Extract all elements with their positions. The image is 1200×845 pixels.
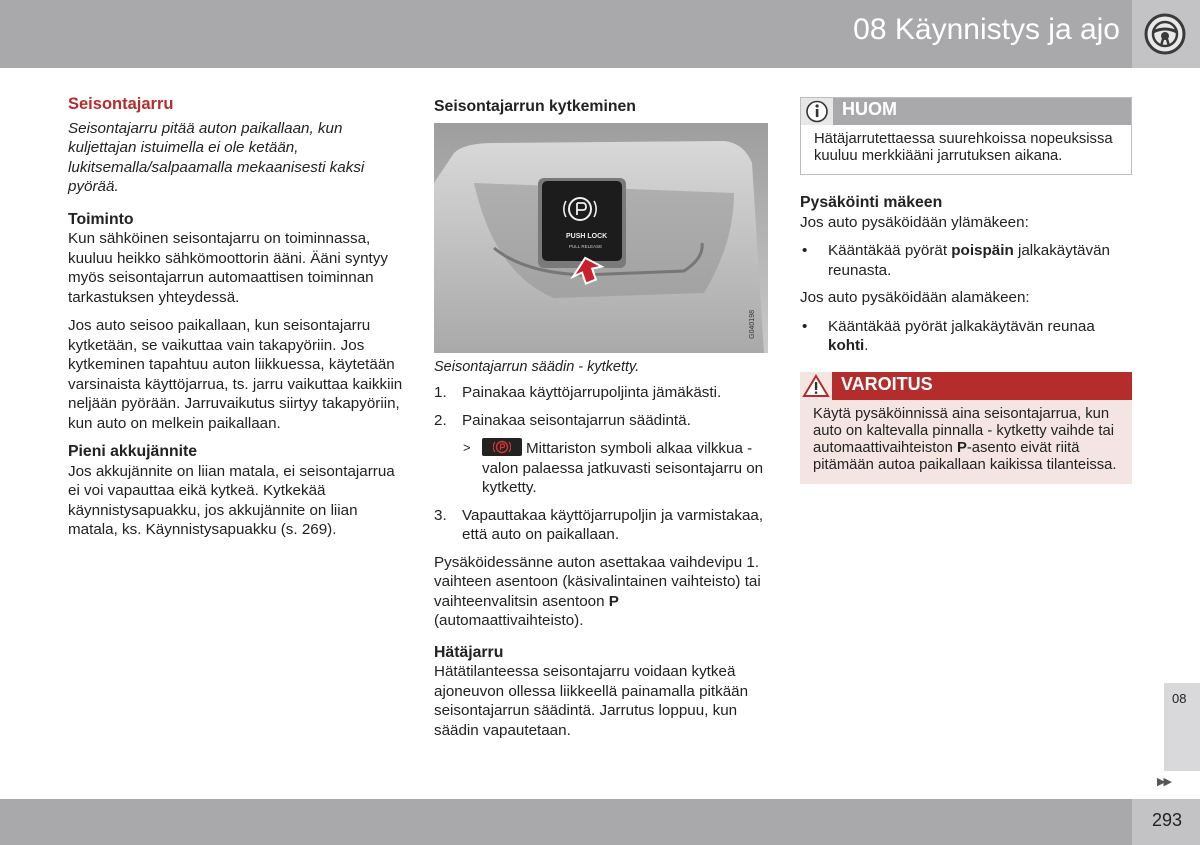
double-chevron-right-icon[interactable]: ▶▶ (1157, 776, 1170, 788)
bullet-list (800, 241, 1132, 280)
note-label: HUOM (842, 99, 897, 119)
subheading-pysakointi-makeen: Pysäköinti mäkeen (800, 194, 943, 211)
steering-wheel-icon (1142, 12, 1188, 56)
column-middle (434, 95, 769, 749)
paragraph: Jos auto pysäköidään ylämäkeen: (800, 213, 1029, 231)
paragraph: Pysäköidessänne auton asettakaa vaihdevipu 1. vaihteen asentoon (käsivalintainen vaihteisto) tai vaihteenvalitsin asentoon P (automaattivaihteisto). (434, 553, 761, 629)
paragraph: Jos akkujännite on liian matala, ei seisontajarrua ei voi vapauttaa eikä kytkeä. Kytkekää käynnistysapuakku, jos akkujännite on liian matala, ks. Käynnistysapuakku (s. 269). (68, 462, 395, 538)
push-lock-text: PUSH LOCK (566, 232, 608, 240)
subheading-kytkeminen: Seisontajarrun kytkeminen (434, 98, 636, 115)
column-right (800, 95, 1132, 484)
chapter-tab-label: 08 (1172, 691, 1187, 706)
header-icon-box (1132, 0, 1200, 68)
page-number-box (1132, 799, 1200, 845)
steps-list (434, 383, 769, 430)
bullet-list (800, 317, 1132, 356)
warning-triangle-icon (800, 372, 832, 400)
steps-list-cont (434, 506, 769, 545)
chapter-tab[interactable] (1164, 683, 1200, 771)
info-icon (801, 98, 833, 125)
paragraph: Kun sähköinen seisontajarru on toiminnassa, kuuluu heikko sähkömoottorin ääni. Ääni syntyy myös seisontajarrun automaattisen toiminnan tarkastuksen yhteydessä. (68, 230, 388, 306)
figure-code: G040198 (748, 309, 756, 339)
section-title: Seisontajarru (68, 95, 174, 113)
warning-label: VAROITUS (841, 373, 933, 394)
list-item: 2. Painakaa seisontajarrun säädintä. (434, 411, 691, 429)
list-item: • Kääntäkää pyörät jalkakäytävän reunaa kohti. (802, 317, 1095, 354)
note-box (800, 97, 1132, 175)
list-item: 3. Vapauttakaa käyttöjarrupoljin ja varmistakaa, että auto on paikallaan. (434, 506, 764, 543)
page-number: 293 (1151, 810, 1182, 830)
figure-caption: Seisontajarrun säädin - kytketty. (434, 358, 640, 375)
note-text: Hätäjarrutettaessa suurehkoissa nopeuksissa kuuluu merkkiääni jarrutuksen aikana. (814, 131, 1113, 164)
column-left (68, 95, 403, 549)
result-marker: > (463, 440, 471, 455)
paragraph: Hätätilanteessa seisontajarru voidaan kytkeä ajoneuvon ollessa liikkeellä painamalla pitkään seisontajarrun säädintä. Jarrutus loppuu, kun säädin vapautetaan. (434, 663, 749, 739)
parking-brake-figure (434, 123, 768, 353)
subheading-pieni-akkujannite: Pieni akkujännite (68, 443, 198, 460)
paragraph: Jos auto seisoo paikallaan, kun seisontajarru kytketään, se vaikuttaa vain takapyöriin. Jos kytkeminen tapahtuu auton liikkuessa, käytetään varsinaista käyttöjarrua, ts. jarru vaikuttaa kaikkiin neljään pyörään. Jarruvaikutus siirtyy takapyöriin, kun auto on melkein paikallaan. (68, 317, 403, 432)
subheading-hatajarru: Hätäjarru (434, 643, 504, 661)
pull-release-text: PULL RELEASE (569, 243, 603, 249)
section-intro: Seisontajarru pitää auton paikallaan, kun kuljettajan istuimella ei ole ketään, lukitsemalla/salpaamalla mekaanisesti kaksi pyörää. (68, 119, 365, 195)
footer-bar (0, 799, 1132, 845)
parking-brake-symbol-icon (482, 438, 522, 456)
note-header (801, 98, 1131, 125)
list-item: • Kääntäkää pyörät poispäin jalkakäytävän reunasta. (802, 242, 1110, 279)
step-result: > Mittariston symboli alkaa vilkkua - valon palaessa jatkuvasti seisontajarru on kytketty. (463, 440, 764, 496)
warning-box (800, 372, 1132, 484)
warning-header (800, 372, 1132, 400)
parking-brake-illustration (434, 123, 768, 353)
subheading-toiminto: Toiminto (68, 210, 134, 228)
warning-text: Käytä pysäköinnissä aina seisontajarrua, kun auto on kaltevalla pinnalla - kytketty vaihde tai automaattivaihteiston P-asento eivät riitä pitämään autoa paikallaan kaikissa tilanteissa. (813, 405, 1117, 473)
paragraph: Jos auto pysäköidään alamäkeen: (800, 289, 1030, 306)
list-item: 1. Painakaa käyttöjarrupoljinta jämäkästi. (434, 384, 722, 401)
chapter-title: 08 Käynnistys ja ajo (853, 13, 1120, 46)
header-bar (0, 0, 1132, 68)
